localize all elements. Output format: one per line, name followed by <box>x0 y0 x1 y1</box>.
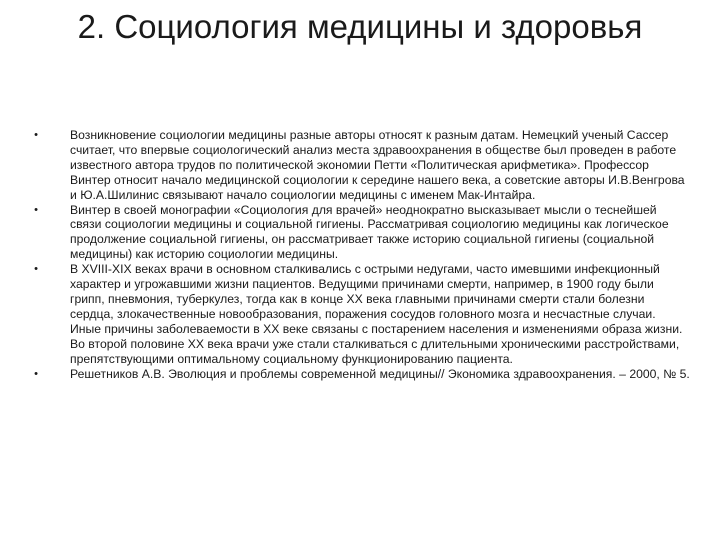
bullet-item <box>30 203 690 263</box>
bullet-text: В XVIII-XIX веках врачи в основном сталкивались с острыми недугами, часто имевшими инфекционный характер и угрожавшими жизни пациентов. Ведущими причинами смерти, например, в 1900 году были грипп, пневмония, туберкулез, тогда как в конце XX века главными причинами смерти стали болезни сердца, злокачественные новообразования, поражения сосудов головного мозга и несчастные случаи. Иные причины заболеваемости в XX веке связаны с постарением населения и изменениями образа жизни. Во второй половине XX века врачи уже стали сталкиваться с длительными хроническими расстройствами, препятствующими оптимальному социальному функционированию пациента. <box>70 262 683 366</box>
bullet-item <box>30 367 690 382</box>
slide-title: 2. Социология медицины и здоровья <box>77 8 643 45</box>
bullet-icon: • <box>34 129 38 141</box>
bullet-item <box>30 128 690 203</box>
bullet-text: Решетников А.В. Эволюция и проблемы современной медицины// Экономика здравоохранения. – 2000, № 5. <box>70 366 690 381</box>
bullet-list <box>30 128 690 381</box>
bullet-icon: • <box>34 263 38 276</box>
bullet-text: Возникновение социологии медицины разные авторы относят к разным датам. Немецкий ученый Сассер считает, что впервые социологический анализ места здравоохранения в обществе был проведен в работе известного автора трудов по политической экономии Петти «Политическая арифметика». Профессор Винтер относит начало медицинской социологии к середине нашего века, а советские авторы И.В.Венгрова и Ю.А.Шилинис связывают начало социологии медицины с именем Мак-Интайра. <box>70 128 685 202</box>
bullet-icon: • <box>34 367 38 380</box>
bullet-icon: • <box>34 203 38 216</box>
bullet-item <box>30 262 690 366</box>
bullet-text: Винтер в своей монографии «Социология для врачей» неоднократно высказывает мысли о теснейшей связи социологии медицины и социальной гигиены. Рассматривая социологию медицины как логическое продолжение социальной гигиены, он рассматривает также историю социальной гигиены (социальной медицины) как историю социологии медицины. <box>70 202 669 262</box>
